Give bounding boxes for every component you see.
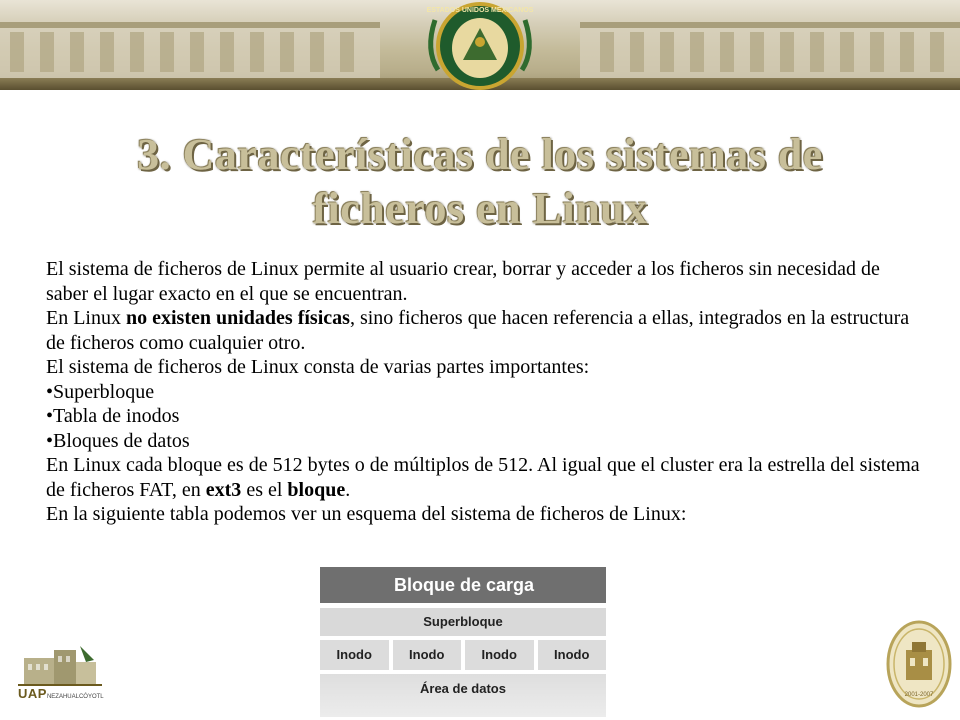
text-run: El sistema de ficheros de Linux permite al usuario crear, borrar y acceder a los ficheros sin necesidad de saber el lugar exacto en el que se encuentran.: [46, 258, 880, 305]
emphasis-text: ext3: [205, 478, 242, 501]
bullet-bloques-datos: [46, 429, 926, 454]
uap-name: UAP: [18, 686, 47, 701]
university-seal-logo: [405, 0, 555, 92]
bullet-superbloque: [46, 380, 926, 405]
paragraph-block-size: [46, 453, 926, 502]
seal-ring-text: ESTADOS UNIDOS MEXICANOS: [426, 7, 534, 14]
text-run: En Linux: [46, 307, 126, 329]
emphasis-text: bloque: [287, 478, 346, 501]
paragraph-physical-units: [46, 306, 926, 355]
text-run: El sistema de ficheros de Linux consta de varias partes importantes:: [46, 356, 590, 378]
inode-cell: Inodo: [393, 640, 462, 670]
filesystem-schema-diagram: [320, 567, 606, 717]
inode-cell: Inodo: [320, 640, 389, 670]
text-run: •Bloques de datos: [46, 429, 190, 452]
emblem-years: 2001-2007: [904, 692, 934, 698]
text-run: .: [345, 478, 351, 501]
inodes-row: [320, 640, 606, 670]
text-run: •Superbloque: [46, 380, 155, 403]
uap-subtitle: NEZAHUALCÓYOTL: [46, 694, 104, 700]
inode-cell: Inodo: [538, 640, 607, 670]
anniversary-emblem-logo: [886, 620, 952, 708]
paragraph-table-intro: [46, 502, 926, 527]
superblock-row: Superbloque: [320, 608, 606, 636]
body-text: [46, 257, 926, 527]
text-run: En la siguiente tabla podemos ver un esquema del sistema de ficheros de Linux:: [46, 503, 687, 525]
emphasis-text: no existen unidades físicas: [126, 307, 350, 329]
slide-title: 3. Características de los sistemas de ficheros en Linux: [137, 130, 823, 233]
paragraph-parts: [46, 355, 926, 380]
data-area-row: Área de datos: [320, 674, 606, 717]
uap-logo-text: [18, 686, 104, 701]
bullet-tabla-inodos: [46, 404, 926, 429]
load-block-row: Bloque de carga: [320, 567, 606, 603]
text-run: En Linux cada bloque es de 512 bytes o de múltiplos de 512. Al igual que el cluster era la estrella del sistema de ficheros FAT, en: [46, 454, 920, 501]
text-run: , sino ficheros que hacen referencia a ellas, integrados en la estructura de ficheros como cualquier otro.: [46, 307, 910, 354]
text-run: es el: [241, 478, 288, 501]
paragraph-intro: [46, 257, 926, 306]
inode-cell: Inodo: [465, 640, 534, 670]
text-run: •Tabla de inodos: [46, 405, 180, 427]
